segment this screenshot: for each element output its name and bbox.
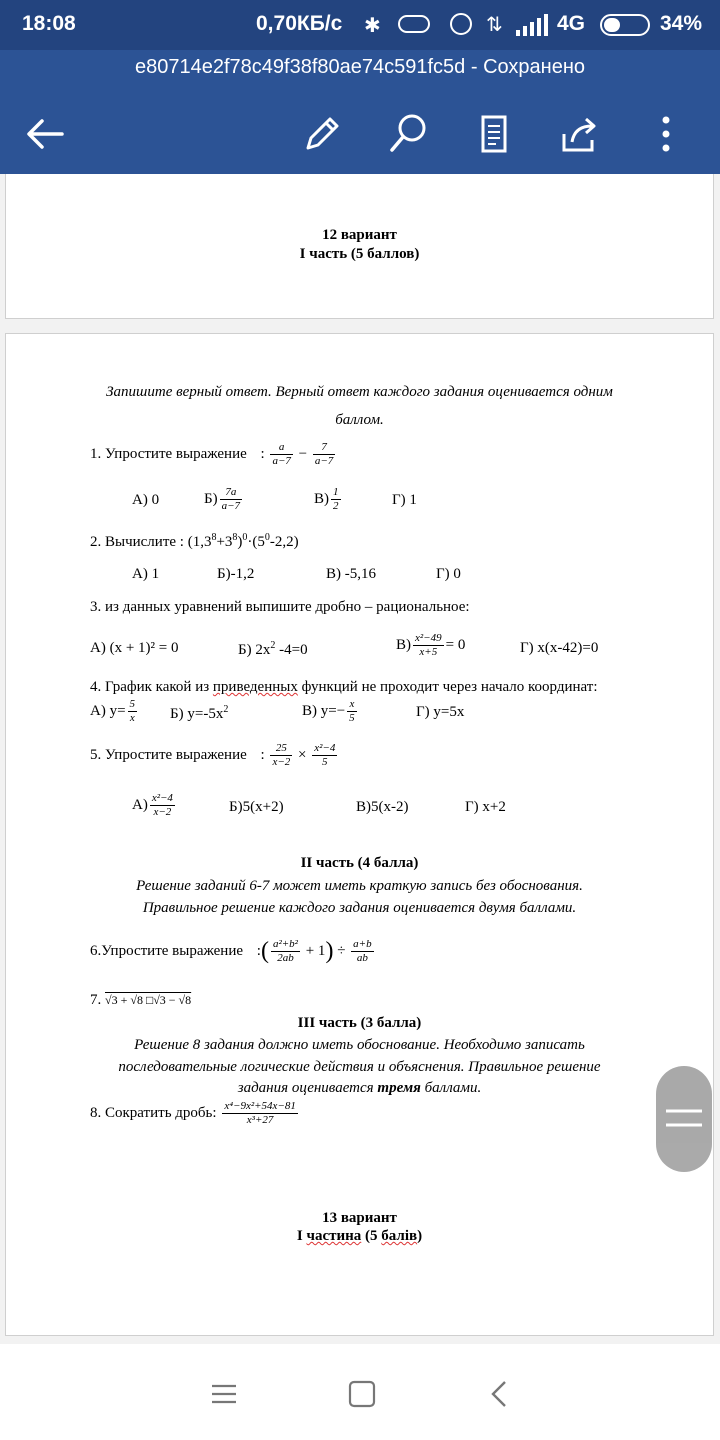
page-1 <box>5 174 714 319</box>
numerator: x²−4 <box>151 792 173 804</box>
misspelled-word: балів <box>381 1228 418 1244</box>
answer-d: Г) 0 <box>436 566 461 582</box>
numerator: 7a <box>220 486 242 500</box>
pencil-icon <box>298 110 346 158</box>
question-2 <box>90 532 299 551</box>
search-button[interactable] <box>384 110 432 158</box>
back-button[interactable] <box>22 110 70 158</box>
search-icon <box>384 110 432 158</box>
left-paren: ( <box>260 938 269 964</box>
question-4 <box>90 679 598 696</box>
emphasis-text: тремя <box>377 1080 421 1096</box>
question-7 <box>90 992 191 1009</box>
answer-a: А) 1 <box>132 566 160 582</box>
denominator: a−7 <box>272 455 291 467</box>
question-7-label: 7. <box>90 992 102 1008</box>
drag-handle-icon <box>656 1066 712 1172</box>
heading-text: (5 <box>361 1228 382 1244</box>
variant-heading: 12 вариант <box>322 227 397 243</box>
denominator: x³+27 <box>246 1114 274 1126</box>
answer-c <box>302 698 359 725</box>
back-arrow-icon <box>22 110 70 158</box>
battery-icon <box>600 14 650 36</box>
exponent: 0 <box>242 532 248 543</box>
navigation-bar <box>0 1344 720 1440</box>
exponent: 0 <box>264 532 270 543</box>
part-3-instruction-3 <box>6 1080 713 1097</box>
answer-a <box>132 792 177 819</box>
fraction <box>271 938 300 965</box>
menu-button[interactable] <box>206 1376 242 1412</box>
denominator: 2ab <box>277 952 294 964</box>
expression-part: ) <box>237 534 243 550</box>
answer-b <box>238 640 308 659</box>
home-button[interactable] <box>344 1376 380 1412</box>
numerator: x <box>347 698 357 712</box>
home-square-icon <box>344 1376 380 1412</box>
separator: : <box>256 942 261 959</box>
numerator: a <box>270 441 292 455</box>
part-2-instruction-2: Правильное решение каждого задания оценивается двумя баллами. <box>142 900 577 916</box>
answer-b <box>204 486 244 513</box>
instruction-line-1: Запишите верный ответ. Верный ответ каждого задания оценивается одним <box>106 384 613 400</box>
numerator: x⁴−9x²+54x−81 <box>224 1100 296 1112</box>
answer-c <box>396 632 465 659</box>
question-5 <box>90 742 339 769</box>
question-4-label: 4. График какой из <box>90 679 213 695</box>
answer-a: А) (x + 1)² = 0 <box>90 640 179 656</box>
numerator: 7 <box>313 441 335 455</box>
exponent: 8 <box>232 532 238 543</box>
reading-view-button[interactable] <box>470 110 518 158</box>
question-1 <box>90 441 337 468</box>
fraction <box>313 441 335 468</box>
expression-part: -4=0 <box>275 642 308 658</box>
question-5-label: 5. Упростите выражение <box>90 746 247 763</box>
question-6-label: 6.Упростите выражение <box>90 942 244 959</box>
signal-icon <box>516 14 550 42</box>
answer-prefix: Б) у=-5x <box>170 706 224 722</box>
divide-sign: ÷ <box>337 942 346 959</box>
answer-prefix: А) <box>132 796 148 813</box>
answer-b: Б)-1,2 <box>217 566 255 582</box>
part-3-instruction-1: Решение 8 задания должно иметь обоснование. Необходимо записать <box>134 1037 585 1053</box>
expression-part: ·(5 <box>247 534 265 550</box>
exponent: 8 <box>211 532 217 543</box>
answer-prefix: А) у= <box>90 702 126 719</box>
answer-prefix: Б) 2x <box>238 642 271 658</box>
misspelled-word: частина <box>306 1228 362 1244</box>
instruction-text: баллами. <box>420 1080 482 1096</box>
denominator: x+5 <box>419 646 438 658</box>
part-3-instruction-2: последовательные логические действия и объяснения. Правильное решение <box>118 1059 601 1075</box>
denominator: 2 <box>333 500 339 512</box>
fraction <box>331 486 341 513</box>
more-vert-icon <box>642 110 690 158</box>
answer-c: В)5(x-2) <box>356 799 409 815</box>
instruction-text: задания оценивается <box>237 1080 378 1096</box>
fraction <box>347 698 357 725</box>
answer-a: А) 0 <box>132 492 160 508</box>
times-sign: × <box>298 746 307 763</box>
data-transfer-icon: ⇅ <box>486 14 503 36</box>
question-6 <box>90 938 376 965</box>
answer-prefix: В) у=− <box>302 702 346 719</box>
expression-part: = 0 <box>445 636 466 653</box>
answer-c: В) -5,16 <box>326 566 376 582</box>
status-time: 18:08 <box>22 12 76 35</box>
question-8 <box>90 1100 300 1127</box>
part-2-heading: II часть (4 балла) <box>300 855 419 871</box>
fraction <box>128 698 138 725</box>
numerator: a²+b² <box>272 938 298 950</box>
heading-text: I <box>296 1228 307 1244</box>
denominator: 5 <box>322 756 328 768</box>
instruction-line-2: баллом. <box>335 412 384 428</box>
numerator: 25 <box>270 742 292 756</box>
expression-part: + 1 <box>305 942 326 959</box>
denominator: a−7 <box>221 500 241 512</box>
battery-level: 34% <box>660 12 703 35</box>
share-button[interactable] <box>556 110 604 158</box>
alarm-icon <box>450 13 472 35</box>
share-icon <box>556 110 604 158</box>
page-2 <box>5 333 714 1336</box>
answer-prefix: В) <box>314 490 329 507</box>
expression-part: -2,2) <box>269 534 299 550</box>
numerator: 1 <box>333 486 339 498</box>
fraction <box>413 632 444 659</box>
fraction <box>220 486 242 513</box>
expression-part: +3 <box>216 534 233 550</box>
answer-prefix: Б) <box>204 490 218 507</box>
fraction <box>270 742 292 769</box>
denominator: 5 <box>349 712 355 724</box>
heading-text: ) <box>417 1228 423 1244</box>
document-title: e80714e2f78c49f38f80ae74c591fc5d - Сохранено <box>135 56 585 78</box>
question-1-label: 1. Упростите выражение <box>90 445 247 462</box>
fraction <box>270 441 292 468</box>
next-part-heading <box>6 1228 713 1245</box>
numerator: x²−49 <box>415 632 442 644</box>
next-variant-heading: 13 вариант <box>322 1210 397 1226</box>
answer-d: Г) 1 <box>392 492 417 508</box>
fraction <box>222 1100 298 1127</box>
question-2-label: 2. Вычислите : (1,3 <box>90 534 212 550</box>
numerator: 5 <box>129 698 136 710</box>
misspelled-word: приведенных <box>212 679 298 695</box>
answer-prefix: В) <box>396 636 411 653</box>
minus-sign: − <box>298 445 308 462</box>
exponent: 2 <box>223 704 229 715</box>
answer-a <box>90 698 139 725</box>
bluetooth-icon: ✱ <box>364 15 381 37</box>
answer-d: Г) x+2 <box>465 799 506 815</box>
network-type: 4G <box>557 12 586 35</box>
exponent: 2 <box>270 640 276 651</box>
answer-b: Б)5(x+2) <box>229 799 284 815</box>
app-bar <box>0 50 720 174</box>
denominator: x <box>129 712 135 724</box>
numerator: x²−4 <box>314 742 336 754</box>
menu-icon <box>206 1376 242 1412</box>
fraction <box>312 742 337 769</box>
answer-c <box>314 486 343 513</box>
answer-d: Г) у=5x <box>416 704 465 720</box>
status-bar <box>0 0 720 50</box>
right-paren: ) <box>325 938 334 964</box>
fraction <box>351 938 373 965</box>
back-nav-button[interactable] <box>482 1376 518 1412</box>
question-3: 3. из данных уравнений выпишите дробно – рациональное: <box>90 599 470 615</box>
denominator: a−7 <box>314 455 334 467</box>
denominator: ab <box>356 952 368 964</box>
separator: : <box>260 445 265 462</box>
more-options-button[interactable] <box>642 110 690 158</box>
radical-expression: √3 + √8 □√3 − √8 <box>105 993 192 1007</box>
scroll-handle[interactable] <box>656 1066 712 1172</box>
question-8-label: 8. Сократить дробь: <box>90 1104 217 1121</box>
vibrate-icon <box>398 15 430 33</box>
back-chevron-icon <box>482 1376 518 1412</box>
numerator: a+b <box>353 938 372 950</box>
denominator: x−2 <box>272 756 291 768</box>
edit-button[interactable] <box>298 110 346 158</box>
question-4-label: функций не проходит через начало координат: <box>297 679 598 695</box>
answer-b <box>170 704 228 723</box>
denominator: x−2 <box>153 806 172 818</box>
part-3-heading: III часть (3 балла) <box>297 1015 422 1031</box>
part-heading: I часть (5 баллов) <box>299 246 420 262</box>
fraction <box>150 792 175 819</box>
separator: : <box>260 746 265 763</box>
part-2-instruction-1: Решение заданий 6-7 может иметь краткую запись без обоснования. <box>136 878 583 894</box>
status-speed: 0,70КБ/с <box>256 12 343 35</box>
document-view-icon <box>470 110 518 158</box>
answer-d: Г) x(x-42)=0 <box>520 640 599 656</box>
